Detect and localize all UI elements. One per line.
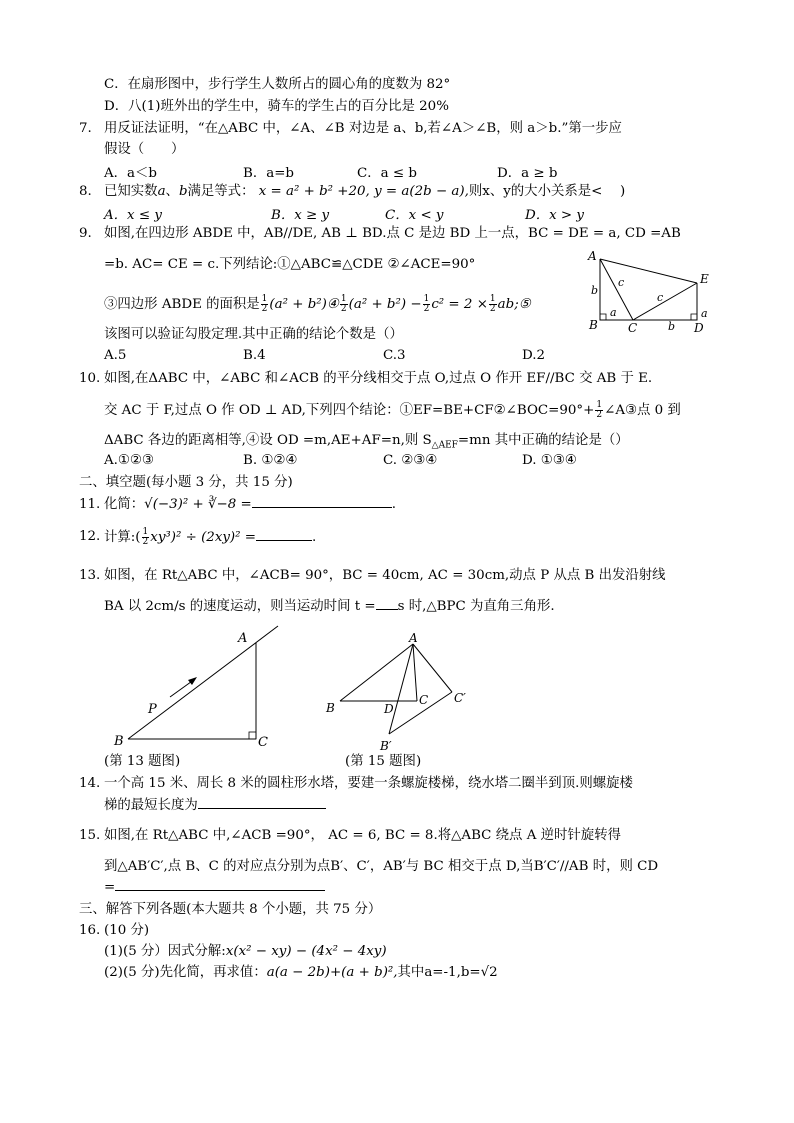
q15-label-b-prime: B′ xyxy=(380,739,392,753)
q7-option-b: B．a=b xyxy=(243,166,295,181)
q9-option-b: B.4 xyxy=(243,348,266,363)
q13-label-p: P xyxy=(148,702,157,717)
q7-number: 7. xyxy=(79,121,92,136)
q11-number: 11. xyxy=(79,497,101,512)
q15-label-d: D xyxy=(384,702,394,716)
q15-figure xyxy=(318,626,478,754)
q13-label-a: A xyxy=(238,631,248,646)
q10-option-c: C. ②③④ xyxy=(383,453,438,468)
q15-label-c: C xyxy=(419,693,429,707)
q15-label-c-prime: C′ xyxy=(454,691,466,705)
q9-number: 9. xyxy=(79,226,92,241)
q9-label-a-point: A xyxy=(588,249,597,263)
q10-stem-2: 交 AC 于 F,过点 O 作 OD ⊥ AD,下列四个结论：①EF=BE+CF②∠BOC=90°+ $\frac{1}{2}$ ∠A③点 0 到 xyxy=(104,400,681,420)
q13-figure xyxy=(100,624,290,752)
q10-option-a: A.①②③ xyxy=(104,453,154,468)
q10-option-b: B. ①②④ xyxy=(243,453,298,468)
q9-label-a-side: a xyxy=(610,306,617,319)
q16-number: 16. xyxy=(79,923,101,938)
q15-label-a: A xyxy=(409,631,418,645)
q14-answer-blank[interactable] xyxy=(198,808,326,809)
q6-option-d: D．八(1)班外出的学生中，骑车的学生占的百分比是 20% xyxy=(104,99,449,114)
q9-label-b-point: B xyxy=(589,318,598,332)
q7-stem-2: 假设（ ） xyxy=(104,142,185,157)
q9-figure xyxy=(584,246,714,336)
q16-part-1: (1)(5 分）因式分解:x(x² − xy) − (4x² − 4xy) xyxy=(104,944,387,959)
q15-stem: 如图,在 Rt△ABC 中,∠ACB =90°， AC = 6, BC = 8.将△ABC 绕点 A 逆时针旋转得 xyxy=(104,828,621,843)
q9-stem: 如图,在四边形 ABDE 中，AB//DE, AB ⊥ BD.点 C 是边 BD 上一点，BC = DE = a, CD =AB xyxy=(104,226,681,241)
q8-option-b: B．x ≥ y xyxy=(271,208,330,223)
section-2-heading: 二、填空题(每小题 3 分，共 15 分) xyxy=(79,475,293,490)
q10-stem-3: ΔABC 各边的距离相等,④设 OD =m,AE+AF=n,则 $S_{\triangle AEF}=mn$ 其中正确的结论是（） xyxy=(104,433,629,451)
q8-eq-x: x = a² + b² +20, xyxy=(258,184,370,199)
q13-answer-blank[interactable] xyxy=(376,609,398,610)
q9-option-c: C.3 xyxy=(383,348,406,363)
q8-number: 8. xyxy=(79,184,92,199)
q9-label-b-side: b xyxy=(591,284,599,297)
q8-eq-y: y = a(2b − a), xyxy=(374,184,469,199)
q9-label-c-side-2: c xyxy=(657,291,664,304)
q9-stem-4: 该图可以验证勾股定理.其中正确的结论个数是（） xyxy=(104,327,403,342)
q15-stem-2: 到△AB′C′,点 B、C 的对应点分别为点B′、C′，AB′与 BC 相交于点 D,当B′C′//AB 时，则 CD xyxy=(104,859,659,874)
q7-stem: 用反证法证明，“在△ABC 中，∠A、∠B 对边是 a、b,若∠A＞∠B，则 a＞b.”第一步应 xyxy=(104,121,622,136)
q10-option-d: D. ①③④ xyxy=(522,453,577,468)
q11-answer-blank[interactable] xyxy=(252,507,392,508)
q13-label-b: B xyxy=(114,734,124,749)
q15-answer-blank[interactable] xyxy=(115,890,325,891)
q9-label-e-point: E xyxy=(700,272,709,286)
q14-number: 14. xyxy=(79,776,101,791)
q14-stem-2: 梯的最短长度为 xyxy=(104,797,326,815)
q15-number: 15. xyxy=(79,828,101,843)
q15-label-b: B xyxy=(326,701,335,715)
q11-stem: 化简：√(−3)² + ∛−8 = . xyxy=(104,497,397,512)
q13-stem: 如图，在 Rt△ABC 中，∠ACB= 90°，BC = 40cm, AC = 30cm,动点 P 从点 B 出发沿射线 xyxy=(104,568,666,583)
q6-option-c: C．在扇形图中，步行学生人数所占的圆心角的度数为 82° xyxy=(104,77,451,92)
q15-stem-3: = xyxy=(104,879,325,897)
q14-stem: 一个高 15 米、周长 8 米的圆柱形水塔，要建一条螺旋楼梯，绕水塔二圈半到顶.则螺旋楼 xyxy=(104,776,633,791)
q9-label-c-side: c xyxy=(618,276,625,289)
q9-label-a-side-2: a xyxy=(701,307,708,320)
q8-option-a: A．x ≤ y xyxy=(104,208,162,223)
q9-label-c-point: C xyxy=(628,321,638,335)
q8-option-d: D．x > y xyxy=(525,208,584,223)
q9-label-d-point: D xyxy=(694,321,704,335)
q7-option-d: D．a ≥ b xyxy=(497,166,558,181)
q10-stem: 如图,在ΔABC 中，∠ABC 和∠ACB 的平分线相交于点 O,过点 O 作开 EF//BC 交 AB 于 E. xyxy=(104,371,653,386)
q7-option-c: C．a ≤ b xyxy=(357,166,417,181)
q7-option-a: A．a＜b xyxy=(104,166,158,181)
q13-number: 13. xyxy=(79,568,101,583)
q13-label-c: C xyxy=(258,735,268,750)
q8-stem: 已知实数a、b满足等式： x = a² + b² +20, y = a(2b − a),则x、y的大小关系是< ) xyxy=(104,184,626,199)
q9-label-b-side-2: b xyxy=(668,320,676,333)
q12-number: 12. xyxy=(79,529,101,544)
q9-option-a: A.5 xyxy=(104,348,127,363)
q15-figure-caption: (第 15 题图) xyxy=(345,754,422,769)
section-3-heading: 三、解答下列各题(本大题共 8 个小题，共 75 分） xyxy=(79,902,382,917)
q13-figure-caption: (第 13 题图) xyxy=(104,754,181,769)
q8-option-c: C．x < y xyxy=(385,208,444,223)
q16-heading: (10 分) xyxy=(104,923,150,938)
q12-stem: 计算:( $\frac{1}{2}$ xy³)² ÷ (2xy)² = . xyxy=(104,527,317,547)
q9-option-d: D.2 xyxy=(522,348,546,363)
q13-stem-2: BA 以 2cm/s 的速度运动，则当运动时间 t = s 时,△BPC 为直角三角形. xyxy=(104,599,555,614)
q9-stem-2: =b. AC= CE = c.下列结论:①△ABC≌△CDE ②∠ACE=90° xyxy=(104,257,476,272)
q10-number: 10. xyxy=(79,371,101,386)
q9-stem-3: ③四边形 ABDE 的面积是 $\frac{1}{2}$ (a² + b²)④ $\frac{1}{2}$ (a² + b²) − $\frac{1}{2}$ c² = 2 × $\frac{1}{2}$ ab;⑤ xyxy=(104,294,531,314)
q12-answer-blank[interactable] xyxy=(256,540,312,541)
q16-part-2: (2)(5 分)先化简，再求值：a(a − 2b)+(a + b)²,其中a=-1,b=√2 xyxy=(104,965,498,980)
